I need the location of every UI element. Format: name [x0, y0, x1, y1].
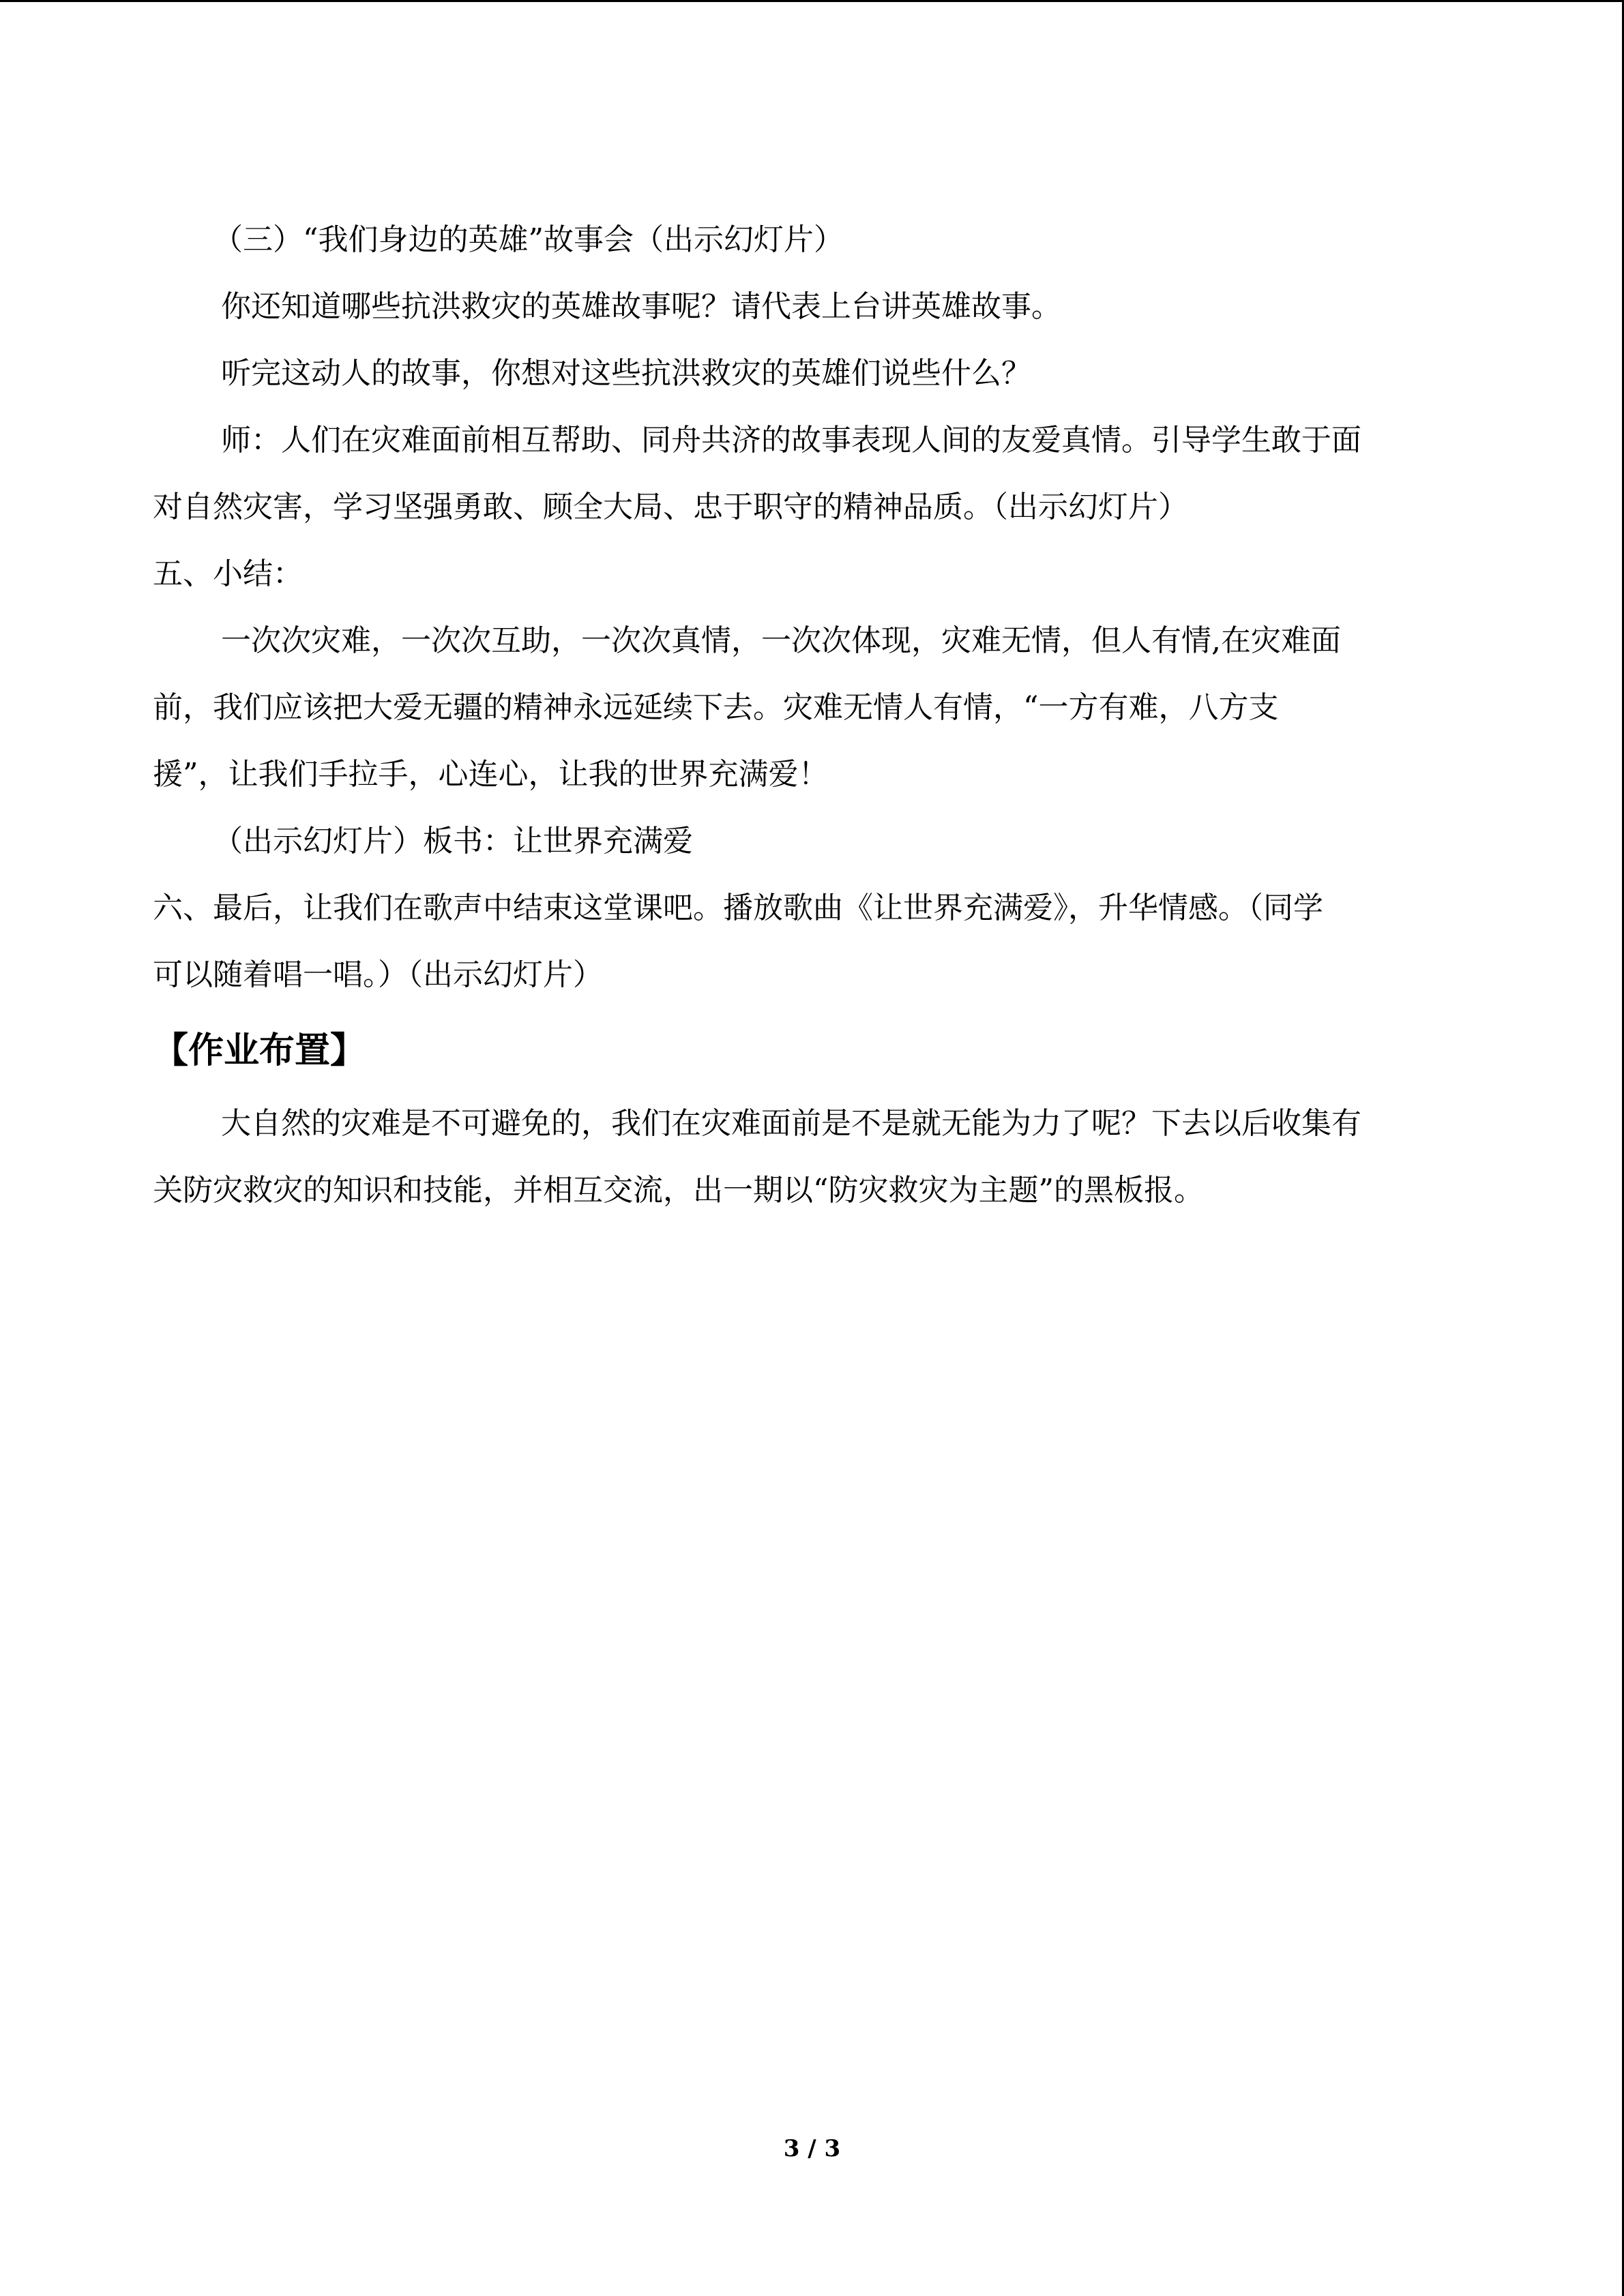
paragraph-line: 援”，让我们手拉手，心连心，让我的世界充满爱！	[153, 757, 829, 792]
section-heading: 六、最后，让我们在歌声中结束这堂课吧。播放歌曲《让世界充满爱》，升华情感。（同学	[153, 891, 1323, 925]
section-heading: 五、小结：	[153, 556, 303, 591]
document-body	[153, 207, 1458, 1224]
paragraph-line: 一次次灾难，一次次互助，一次次真情，一次次体现，灾难无情，但人有情,在灾难面	[221, 623, 1341, 658]
paragraph-line: 对自然灾害，学习坚强勇敢、顾全大局、忠于职守的精神品质。（出示幻灯片）	[153, 490, 1188, 524]
paragraph-line: 可以随着唱一唱。）（出示幻灯片）	[153, 957, 603, 992]
paragraph-line: 听完这动人的故事，你想对这些抗洪救灾的英雄们说些什么？	[221, 356, 1031, 391]
paragraph-line: 师：人们在灾难面前相互帮助、同舟共济的故事表现人间的友爱真情。引导学生敢于面	[221, 423, 1361, 458]
subsection-heading: （三）“我们身边的英雄”故事会（出示幻灯片）	[213, 222, 844, 257]
homework-line: 关防灾救灾的知识和技能，并相互交流，出一期以“防灾救灾为主题”的黑板报。	[153, 1173, 1204, 1208]
paragraph-line: （出示幻灯片）板书：让世界充满爱	[213, 824, 693, 859]
homework-line: 大自然的灾难是不可避免的，我们在灾难面前是不是就无能为力了呢？下去以后收集有	[221, 1106, 1361, 1141]
homework-heading: 【作业布置】	[153, 1030, 366, 1071]
paragraph-line: 你还知道哪些抗洪救灾的英雄故事呢？请代表上台讲英雄故事。	[221, 289, 1061, 324]
page-number: 3 / 3	[783, 2135, 841, 2162]
paragraph-line: 前，我们应该把大爱无疆的精神永远延续下去。灾难无情人有情，“一方有难，八方支	[153, 690, 1279, 725]
